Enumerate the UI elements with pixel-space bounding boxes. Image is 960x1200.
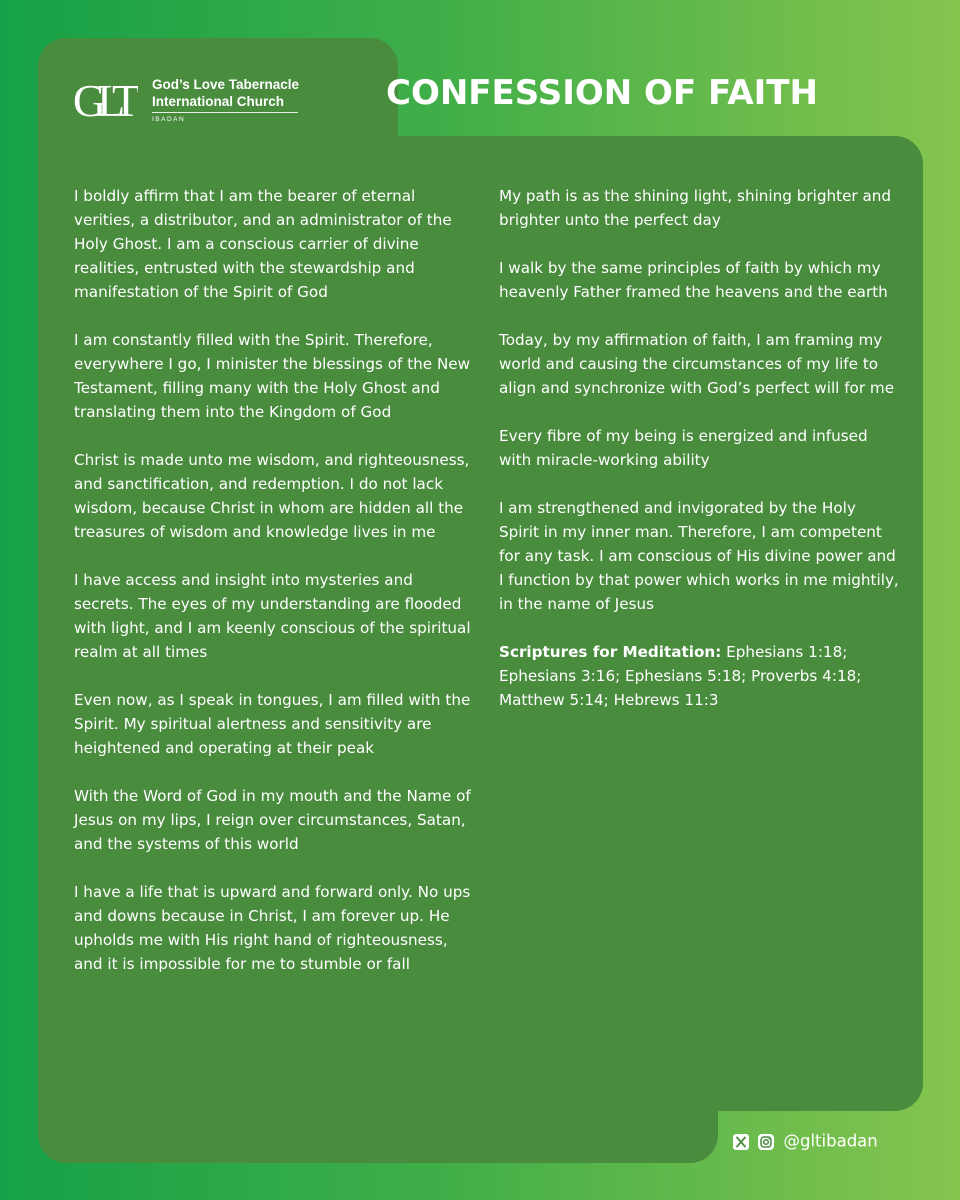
instagram-icon[interactable] xyxy=(758,1134,774,1150)
confession-paragraph: I have access and insight into mysteries and secrets. The eyes of my understanding are flooded with light, and I am keenly conscious of the spiritual realm at all times xyxy=(74,571,471,661)
confession-paragraph: Today, by my affirmation of faith, I am framing my world and causing the circumstances of my life to align and synchronize with God’s perfect will for me xyxy=(499,331,895,397)
confession-paragraph: Every fibre of my being is energized and infused with miracle-working ability xyxy=(499,427,868,469)
left-column xyxy=(74,184,474,1000)
x-icon[interactable] xyxy=(733,1134,749,1150)
confession-paragraph: I have a life that is upward and forward only. No ups and downs because in Christ, I am forever up. He upholds me with His right hand of righteousness, and it is impossible for me to stumble or fall xyxy=(74,883,471,973)
right-column xyxy=(499,184,899,736)
confession-paragraph: I boldly affirm that I am the bearer of eternal verities, a distributor, and an administrator of the Holy Ghost. I am a conscious carrier of divine realities, entrusted with the stewardship and manifestation of the Spirit of God xyxy=(74,187,452,301)
confession-paragraph: Even now, as I speak in tongues, I am filled with the Spirit. My spiritual alertness and sensitivity are heightened and operating at their peak xyxy=(74,691,471,757)
confession-paragraph: My path is as the shining light, shining brighter and brighter unto the perfect day xyxy=(499,187,892,229)
content-panel-bottom xyxy=(38,1040,718,1163)
confession-paragraph: With the Word of God in my mouth and the Name of Jesus on my lips, I reign over circumstances, Satan, and the systems of this world xyxy=(74,787,471,853)
scriptures-refs: Ephesians 1:18; Ephesians 3:16; Ephesians 5:18; Proverbs 4:18; Matthew 5:14; Hebrews 11:3 xyxy=(499,643,862,709)
social-handle xyxy=(733,1128,878,1154)
social-handle-text[interactable]: @gltibadan xyxy=(783,1131,878,1151)
confession-paragraph: I walk by the same principles of faith by which my heavenly Father framed the heavens and the earth xyxy=(499,259,888,301)
glt-monogram-logo xyxy=(66,70,138,126)
confession-paragraph: Christ is made unto me wisdom, and righteousness, and sanctification, and redemption. I do not lack wisdom, because Christ in whom are hidden all the treasures of wisdom and knowledge lives in me xyxy=(74,451,470,541)
scriptures-label: Scriptures for Meditation: xyxy=(499,643,722,661)
confession-paragraph: I am strengthened and invigorated by the Holy Spirit in my inner man. Therefore, I am competent for any task. I am conscious of His divine power and I function by that power which works in me mightily, in the name of Jesus xyxy=(499,499,899,613)
logo-divider xyxy=(152,112,298,113)
church-logo xyxy=(66,70,311,130)
church-name xyxy=(152,76,299,110)
scriptures-for-meditation xyxy=(499,640,899,712)
church-name-line1: God’s Love Tabernacle xyxy=(152,77,300,92)
church-name-line2: International Church xyxy=(152,94,285,109)
page-title: CONFESSION OF FAITH xyxy=(386,73,818,113)
church-location: IBADAN xyxy=(152,116,186,123)
confession-paragraph: I am constantly filled with the Spirit. Therefore, everywhere I go, I minister the blessings of the New Testament, filling many with the Holy Ghost and translating them into the Kingdom of God xyxy=(74,331,471,421)
logo-letters: GLT xyxy=(72,75,132,126)
